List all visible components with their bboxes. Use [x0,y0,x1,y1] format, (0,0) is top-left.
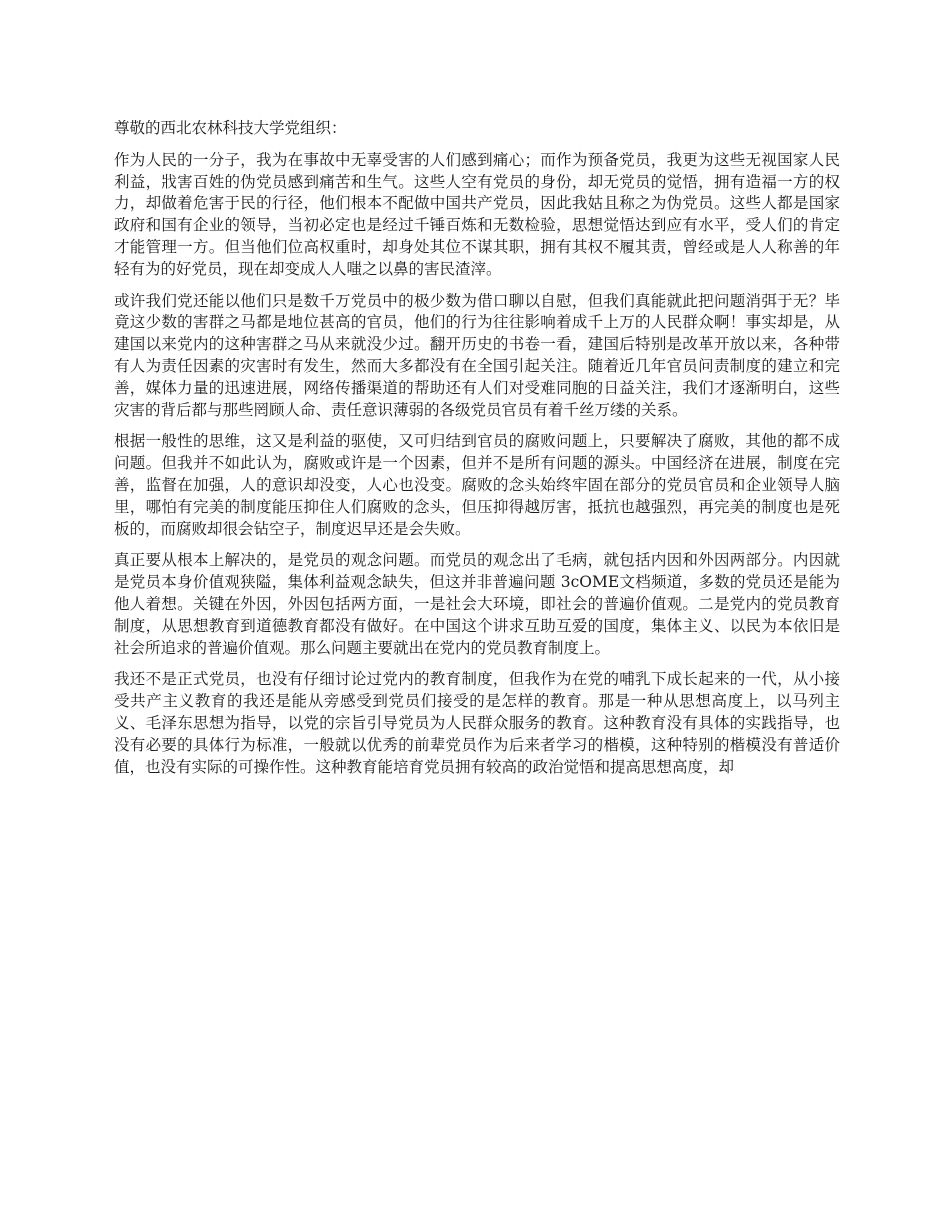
paragraph-5: 我还不是正式党员，也没有仔细讨论过党内的教育制度，但我作为在党的哺乳下成长起来的一代，从小接受共产主义教育的我还是能从旁感受到党员们接受的是怎样的教育。那是一种从思想高度上，以马列主义、毛泽东思想为指导，以党的宗旨引导党员为人民群众服务的教育。这种教育没有具体的实践指导，也没有必要的具体行为标准，一般就以优秀的前辈党员作为后来者学习的楷模，这种特别的楷模没有普适价值，也没有实际的可操作性。这种教育能培育党员拥有较高的政治觉悟和提高思想高度，却 [114,670,840,776]
document-page [114,118,840,788]
paragraph-1: 作为人民的一分子，我为在事故中无辜受害的人们感到痛心；而作为预备党员，我更为这些无视国家人民利益，戕害百姓的伪党员感到痛苦和生气。这些人空有党员的身份，却无党员的觉悟，拥有造福一方的权力，却做着危害于民的行径，他们根本不配做中国共产党员，因此我姑且称之为伪党员。这些人都是国家政府和国有企业的领导，当初必定也是经过千锤百炼和无数检验，思想觉悟达到应有水平，受人们的肯定才能管理一方。但当他们位高权重时，却身处其位不谋其职，拥有其权不履其责，曾经或是人人称善的年轻有为的好党员，现在却变成人人嗤之以鼻的害民渣滓。 [114,150,840,278]
salutation: 尊敬的西北农林科技大学党组织： [114,119,347,137]
paragraph-2: 或许我们党还能以他们只是数千万党员中的极少数为借口聊以自慰，但我们真能就此把问题消弭于无？毕竟这少数的害群之马都是地位甚高的官员，他们的行为往往影响着成千上万的人民群众啊！事实却是，从建国以来党内的这种害群之马从来就没少过。翻开历史的书卷一看，建国后特别是改革开放以来，各种带有人为责任因素的灾害时有发生，然而大多都没有在全国引起关注。随着近几年官员问责制度的建立和完善，媒体力量的迅速进展，网络传播渠道的帮助还有人们对受难同胞的日益关注，我们才逐渐明白，这些灾害的背后都与那些罔顾人命、责任意识薄弱的各级党员官员有着千丝万缕的关系。 [114,291,840,419]
paragraph-4: 真正要从根本上解决的，是党员的观念问题。而党员的观念出了毛病，就包括内因和外因两部分。内因就是党员本身价值观狭隘，集体利益观念缺失，但这并非普遍问题 3cOME文档频道，多数的党员还是能为他人着想。关键在外因，外因包括两方面，一是社会大环境，即社会的普遍价值观。二是党内的党员教育制度，从思想教育到道德教育都没有做好。在中国这个讲求互助互爱的国度，集体主义、以民为本依旧是社会所追求的普遍价值观。那么问题主要就出在党内的党员教育制度上。 [114,551,840,657]
paragraph-3: 根据一般性的思维，这又是利益的驱使，又可归结到官员的腐败问题上，只要解决了腐败，其他的都不成问题。但我并不如此认为，腐败或许是一个因素，但并不是所有问题的源头。中国经济在进展，制度在完善，监督在加强，人的意识却没变，人心也没变。腐败的念头始终牢固在部分的党员官员和企业领导人脑里，哪怕有完美的制度能压抑住人们腐败的念头，但压抑得越厉害，抵抗也越强烈，再完美的制度也是死板的，而腐败却很会钻空子，制度迟早还是会失败。 [114,432,840,538]
